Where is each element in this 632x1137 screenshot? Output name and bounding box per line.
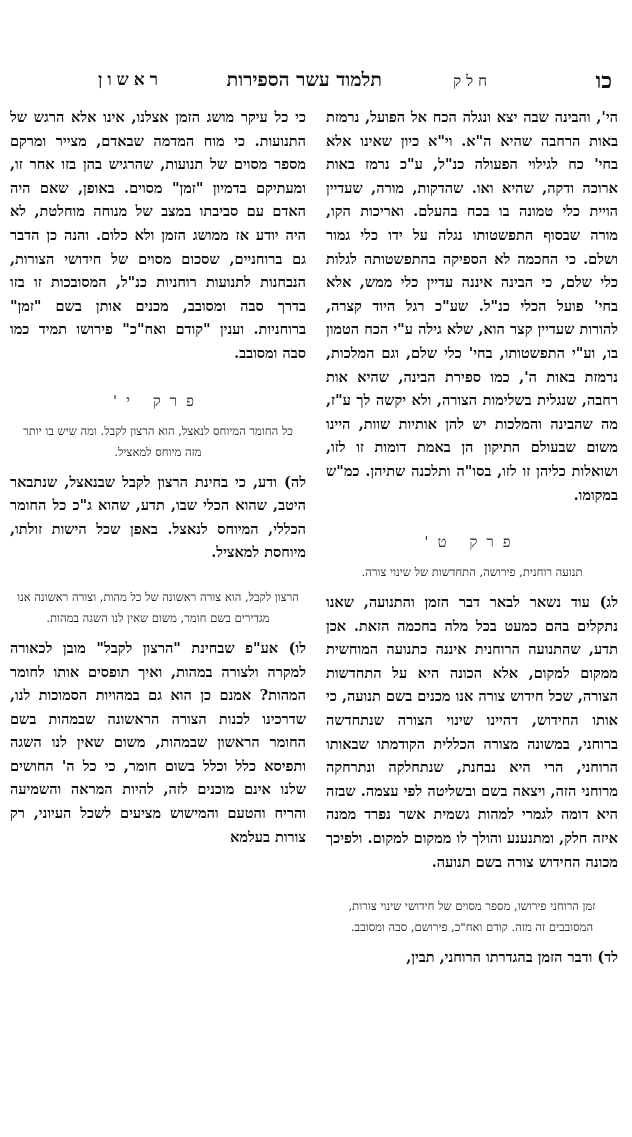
- left-column: [10, 106, 306, 1126]
- chapter-subheading: תנועה רוחנית, פירושה, התחדשות של שינוי צורה.: [361, 565, 583, 580]
- book-title: תלמוד עשר הספירות: [226, 69, 382, 91]
- page-number: כו: [595, 68, 612, 94]
- paragraph-33: לג) עוד נשאר לבאר דבר הזמן והתנועה, שאנו נתקלים בהם כמעט בכל מלה בחכמה הזאת. אכן תדע, שהתנועה הרוחנית איננה כתנועה המוחשית ממקום למקום, אלא הכונה היא על התחדשות הצורה, שכל חידוש צורה אנו מכנים בשם תנועה, כי אותו החידוש, דהיינו שינוי הצורה שנתחדשה ברוחני, במשונה מצורה הכללית הקודמתו שבאותו הרוחני, הרי היא נבחנת, שנתחלקה ונתרחקה מרוחני הזה, ויצאה בשם ובשליטה לפי עצמה. שבזה היא דומה לגמרי למהות גשמית אשר נפרד ממנה איזה חלק, ומתנענע והולך לו ממקום למקום. ולפיכך מכונה החידוש צורה בשם תנועה.: [326, 594, 618, 871]
- paragraph-34: לד) ודבר הזמן בהגדרתו הרוחני, תבין,: [406, 949, 618, 967]
- chapter-heading: פרק ט': [424, 533, 520, 552]
- paragraph-36: לו) אע"פ שבחינת "הרצון לקבל" מובן לכאורה למקרה ולצורה במהות, ואיך תופסים אותו לחומר המהות? אמנם כן הוא גם במהויות הסמוכות לנו, שדרכינו לכנות הצורה הראשונה שבמהות בשם החומר הראשון שבמהות, משום שאין לנו השגה ותפיסא כלל וכלל בשום חומר, כי כל ה' החושים שלנו אינם מוכנים לזה, להיות המראה והשמיעה והריח והטעם והמישוש מציעים לשכל העיוני, רק צורות בעלמא: [10, 639, 306, 846]
- paragraph-continuation: הי', והבינה שבה יצא ונגלה הכח אל הפועל, נרמזת באות הרחבה שהיא ה"א. וי"א כיון שאינו אלא בחי' כח לגילוי הפעולה כנ"ל, ע"כ נרמז באות ארוכה ודקה, שהיא ואו. שהדקות, מורה, שעדיין הויית כלי טמונה בו בכח בהעלם. ואריכות הקו, מורה שבסוף התפשטותו נגלה על ידו כלי גמור ושלם. כי החכמה לא הספיקה בהתפשטותה לגלות כלי שלם, כי הבינה איננה עדיין כלי ממש, אלא בחי' פועל הכלי כנ"ל. שע"כ רגל היוד קצרה, להורות שעדיין קצר הוא, שלא גילה ע"י הכח הטמון בו, וע"י התפשטותו, בחי' כלי שלם, וגם המלכות, נרמזת באות ה', כמו ספירת הבינה, שהיא אות רחבה, שנגלית בשלימות הצורה, ולא יקשה לך ע"ז, מה שהבינה והמלכות יש להן אותיות שוות, היינו משום שבעולם התיקון הן באמת דומות זו לזו, ושואלות כליהן זו לזו, בסו"ה ותלכנה שתיהן. כמ"ש במקומו.: [326, 109, 618, 504]
- right-column: [326, 106, 618, 1126]
- part-label: חלק: [453, 72, 492, 90]
- chapter-heading: פרק י': [112, 391, 204, 410]
- section-subheading: הרצון לקבל, הוא צורה ראשונה של כל מהות, וצורה ראשונה אנו מגדירים בשם חומר, משום שאין לנו השגה במהות.: [17, 589, 299, 625]
- paragraph-continuation: כי כל עיקר מושג הזמן אצלנו, אינו אלא הרגש של התנועות. כי מוח המדמה שבאדם, מצייר ומרקם מספר מסוים של תנועות, שהרגיש בהן בזו אחר זו, ומעתיקם בדמיון "זמן" מסוים. באופן, שאם היה האדם עם סביבתו במצב של מנוחה מוחלטת, לא היה יודע אז ממושג הזמן ולא כלום. והנה כן הדבר גם ברוחניים, שסכום מסוים של חידושי הצורות, הנבחנות לתנועות רוחניות כנ"ל, המסובכות זו בזו בדרך סבה ומסובב, מכנים אותן בשם "זמן" ברוחניות. וענין "קודם ואח"כ" פירושו תמיד כמו סבה ומסובב.: [10, 109, 306, 362]
- chapter-subheading: כל החומר המיוחס לנאצל, הוא הרצון לקבל. ומה שיש בו יותר מזה מיוחס למאציל.: [23, 423, 293, 459]
- page-header: [0, 68, 632, 98]
- paragraph-35: לה) ודע, כי בחינת הרצון לקבל שבנאצל, שנתבאר היטב, שהוא הכלי שבו, תדע, שהוא ג"כ כל החומר הכללי, המיוחס לנאצל. באפן שכל הישות זולתו, מיוחסת למאציל.: [10, 473, 306, 562]
- section-label: ראשון: [98, 70, 163, 90]
- section-subheading: זמן הרוחני פירושו, מספר מסוים של חידושי שינוי צורות, המסובבים זה מזה. קודם ואח"כ, פירושם, סבה ומסובב.: [348, 899, 596, 935]
